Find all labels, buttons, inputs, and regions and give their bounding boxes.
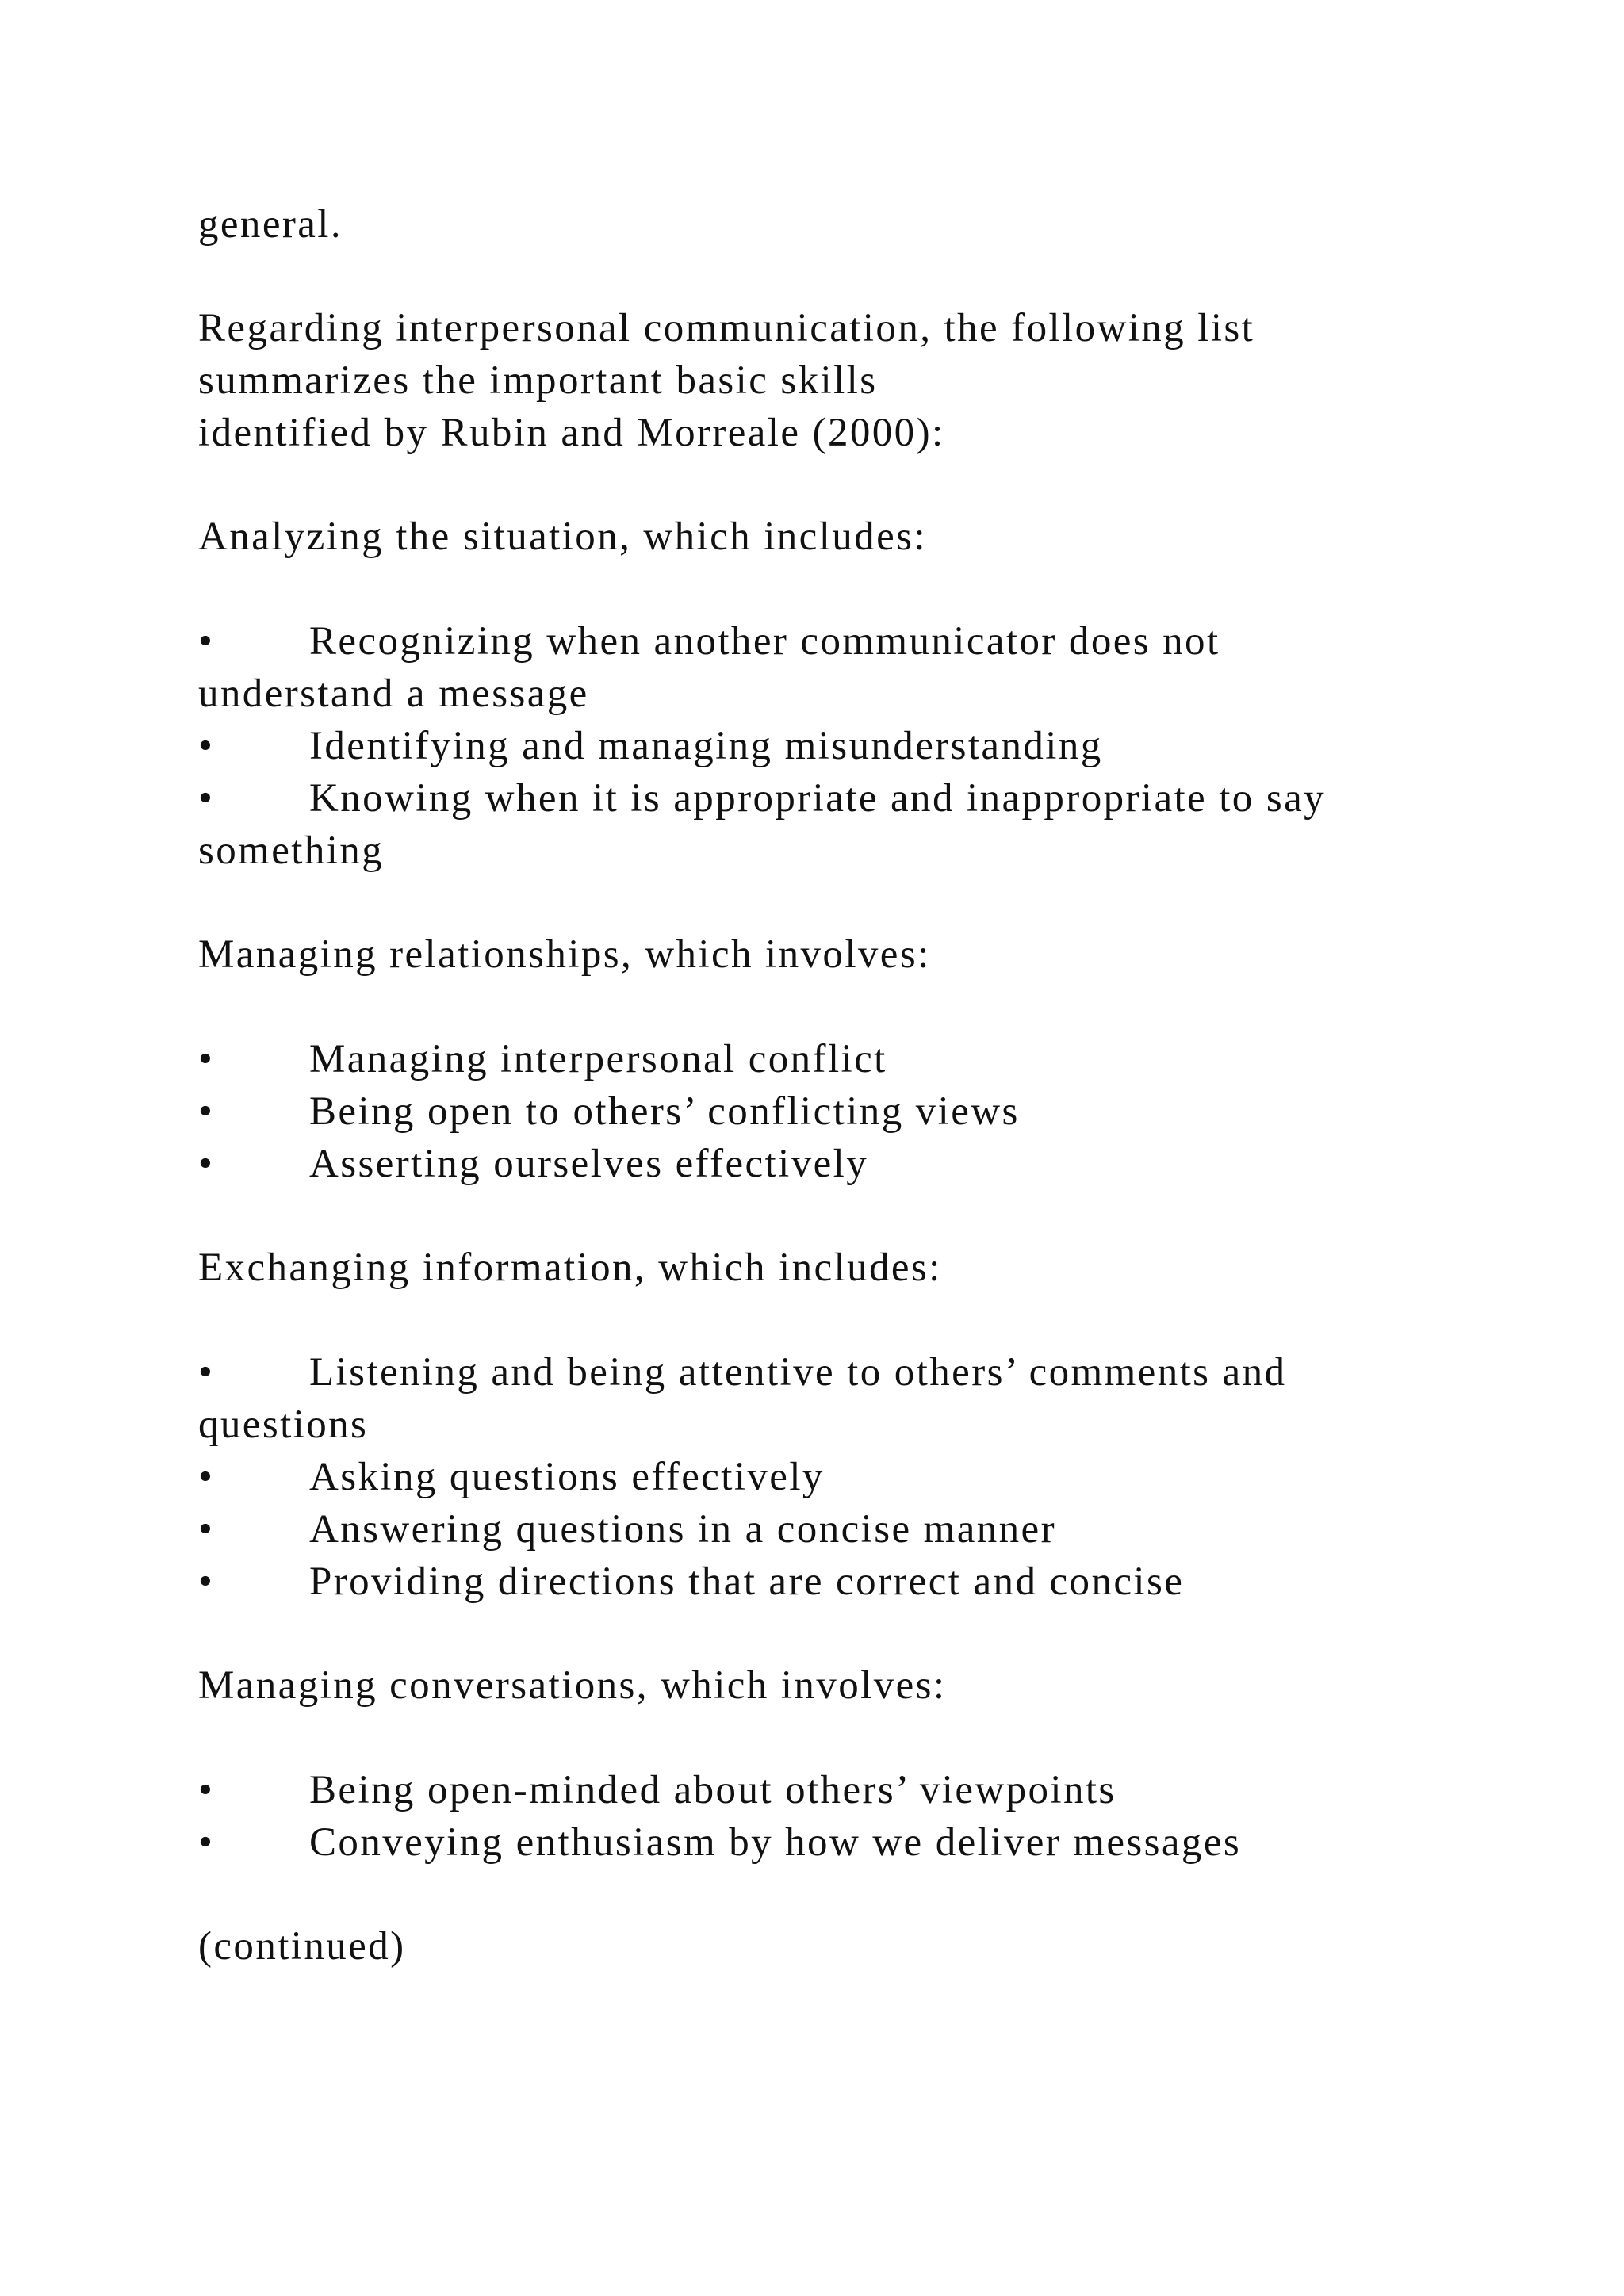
text-line: summarizes the important basic skills bbox=[198, 358, 878, 403]
bullet-icon: • bbox=[198, 724, 215, 768]
continued-note: (continued) bbox=[198, 1924, 406, 1969]
bullet-icon: • bbox=[198, 1559, 215, 1604]
text-line: identified by Rubin and Morreale (2000): bbox=[198, 411, 945, 455]
bullet-icon: • bbox=[198, 1142, 215, 1186]
text-line: something bbox=[198, 828, 385, 873]
section-heading: Analyzing the situation, which includes: bbox=[198, 515, 927, 559]
bullet-icon: • bbox=[198, 1350, 215, 1395]
bullet-text: Asking questions effectively bbox=[309, 1455, 825, 1499]
bullet-item bbox=[198, 1451, 825, 1503]
bullet-text: Managing interpersonal conflict bbox=[309, 1037, 887, 1081]
bullet-item bbox=[198, 1816, 1241, 1869]
bullet-text: Knowing when it is appropriate and inappropriate to say bbox=[309, 776, 1327, 821]
bullet-item bbox=[198, 1556, 1184, 1608]
bullet-text: Recognizing when another communicator does not bbox=[309, 619, 1220, 664]
bullet-text: Providing directions that are correct and concise bbox=[309, 1559, 1185, 1604]
bullet-item bbox=[198, 720, 1103, 772]
text-line: understand a message bbox=[198, 672, 589, 716]
bullet-icon: • bbox=[198, 1037, 215, 1081]
bullet-icon: • bbox=[198, 619, 215, 664]
text-line: Regarding interpersonal communication, the following list bbox=[198, 306, 1255, 350]
bullet-icon: • bbox=[198, 1507, 215, 1552]
bullet-icon: • bbox=[198, 1089, 215, 1134]
section-heading: Managing conversations, which involves: bbox=[198, 1663, 947, 1708]
bullet-text: Listening and being attentive to others’ comments and bbox=[309, 1350, 1287, 1395]
bullet-item bbox=[198, 1503, 1056, 1556]
bullet-icon: • bbox=[198, 1455, 215, 1499]
bullet-text: Conveying enthusiasm by how we deliver messages bbox=[309, 1820, 1242, 1865]
bullet-icon: • bbox=[198, 1768, 215, 1812]
text-line: general. bbox=[198, 202, 343, 247]
bullet-icon: • bbox=[198, 776, 215, 821]
bullet-item bbox=[198, 1764, 1116, 1816]
bullet-text: Identifying and managing misunderstanding bbox=[309, 724, 1103, 768]
section-heading: Exchanging information, which includes: bbox=[198, 1246, 942, 1290]
bullet-text: Asserting ourselves effectively bbox=[309, 1142, 869, 1186]
bullet-text: Being open-minded about others’ viewpoints bbox=[309, 1768, 1116, 1812]
bullet-item bbox=[198, 1138, 868, 1190]
text-line: questions bbox=[198, 1402, 369, 1447]
bullet-icon: • bbox=[198, 1820, 215, 1865]
bullet-item bbox=[198, 1033, 887, 1085]
bullet-text: Answering questions in a concise manner bbox=[309, 1507, 1056, 1552]
bullet-item bbox=[198, 772, 1326, 825]
bullet-item bbox=[198, 1346, 1286, 1399]
bullet-item bbox=[198, 615, 1220, 668]
section-heading: Managing relationships, which involves: bbox=[198, 932, 931, 977]
bullet-text: Being open to others’ conflicting views bbox=[309, 1089, 1020, 1134]
bullet-item bbox=[198, 1085, 1020, 1138]
